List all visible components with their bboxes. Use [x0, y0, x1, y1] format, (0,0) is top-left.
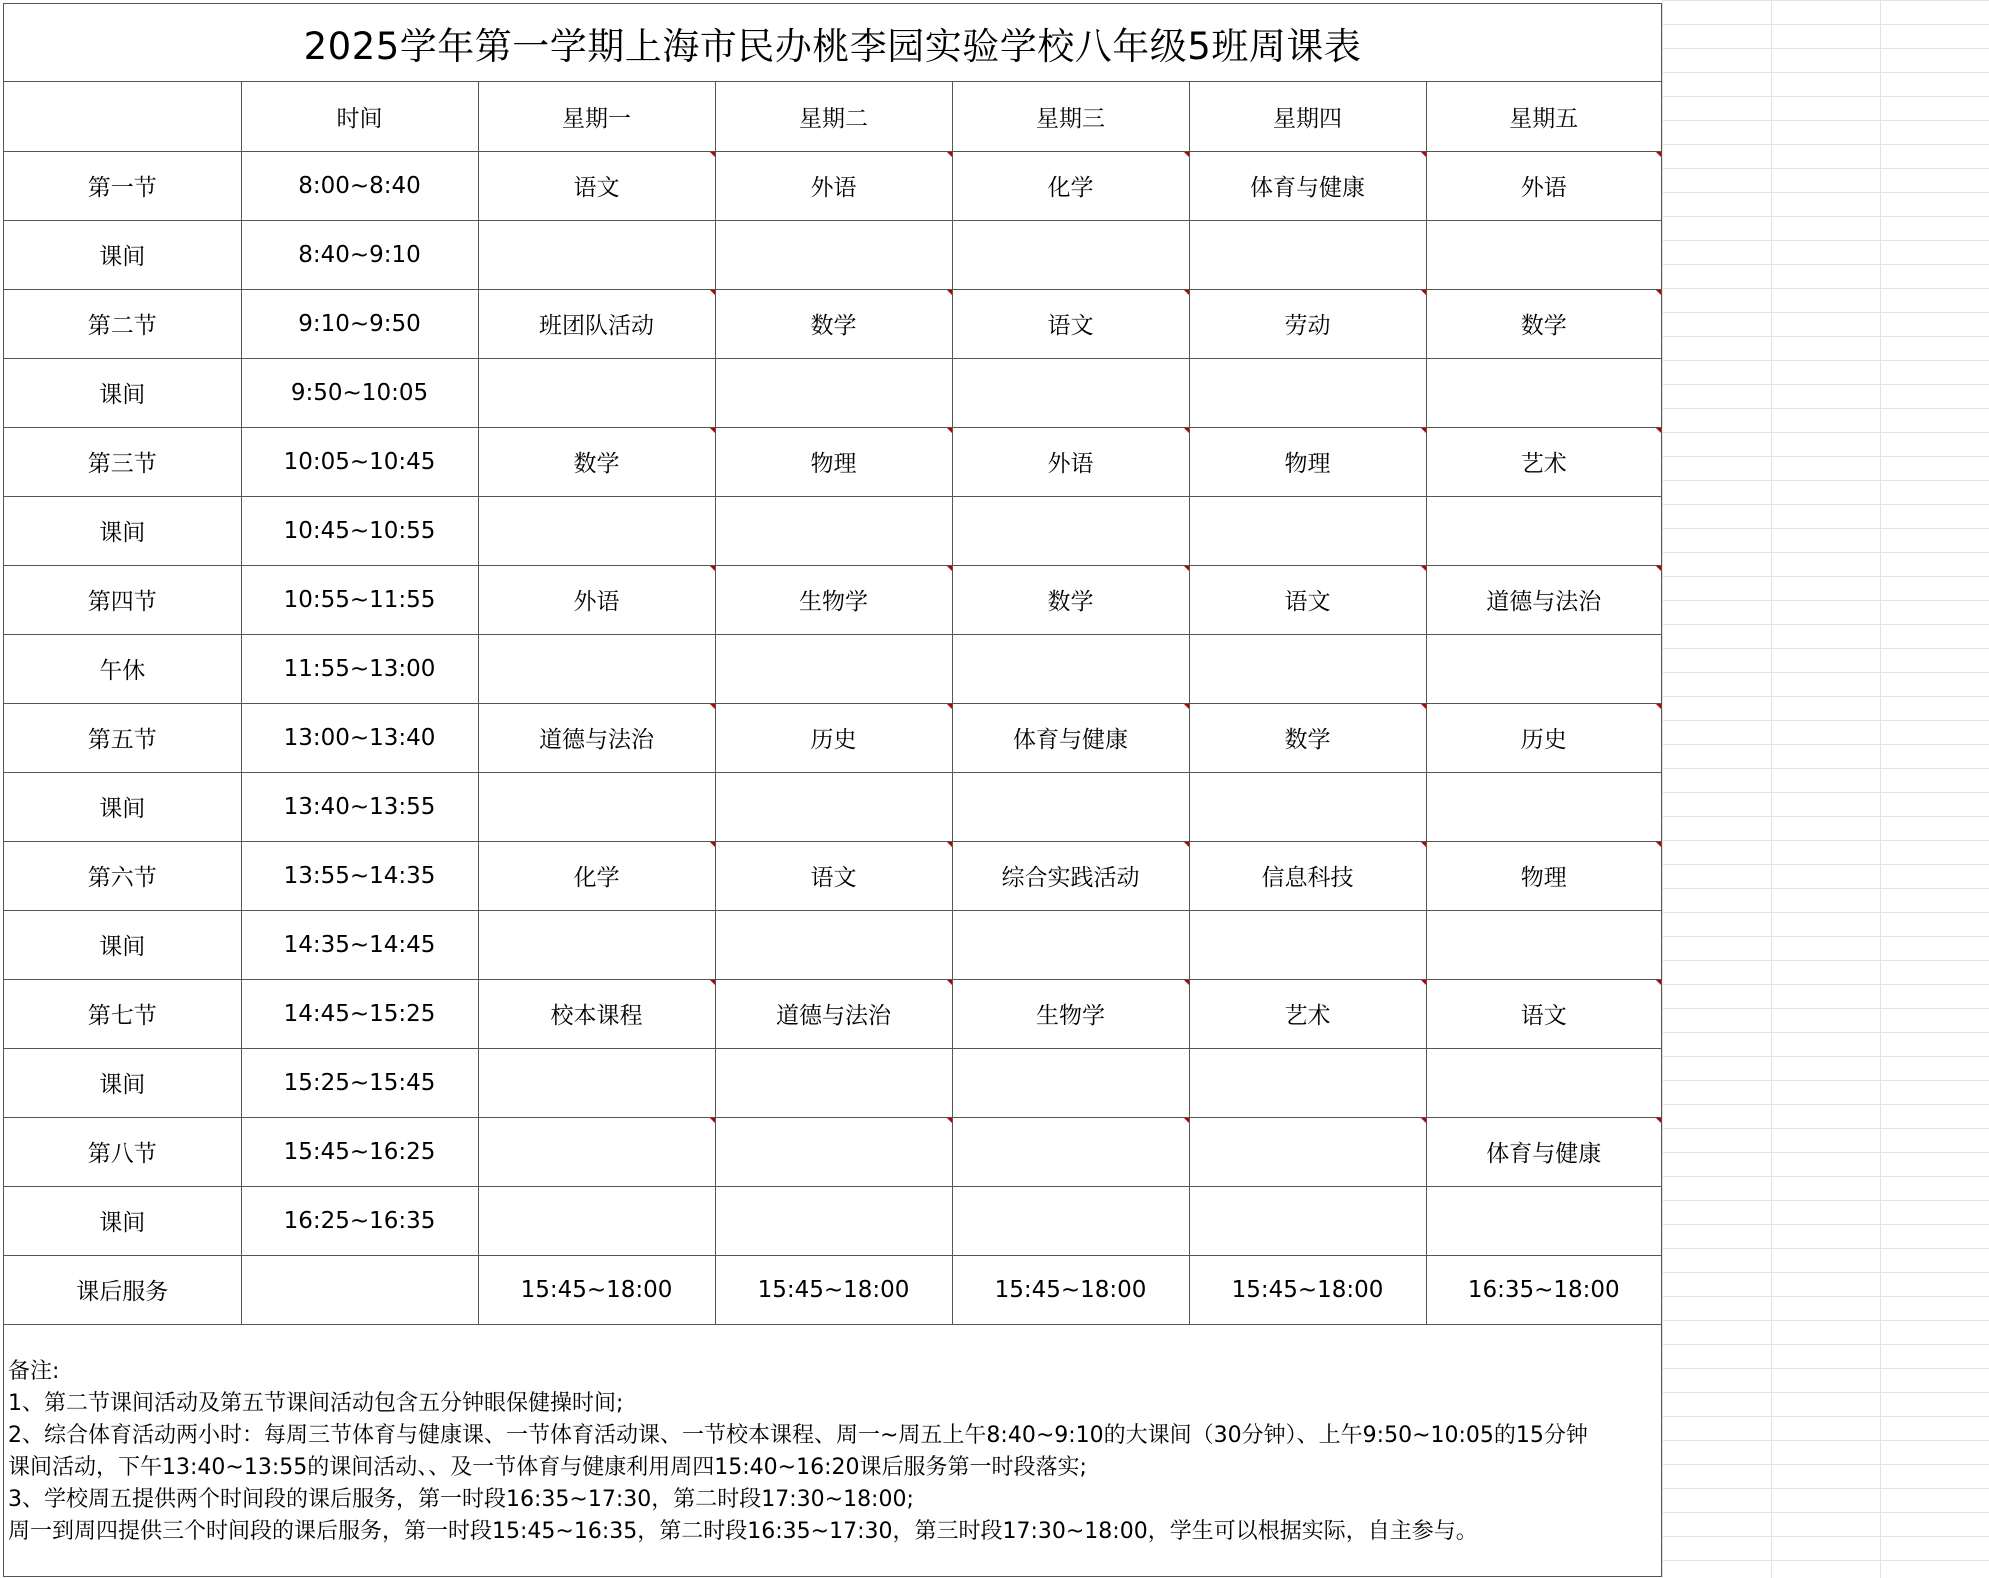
subject-cell[interactable] [715, 910, 952, 979]
subject-cell[interactable] [1426, 772, 1661, 841]
subject-cell[interactable] [1426, 910, 1661, 979]
subject-cell[interactable]: 校本课程 [478, 979, 715, 1048]
subject-cell[interactable] [478, 634, 715, 703]
time-cell[interactable] [241, 1255, 478, 1324]
time-cell[interactable]: 14:45~15:25 [241, 979, 478, 1048]
subject-cell[interactable] [1189, 1048, 1426, 1117]
subject-cell[interactable] [478, 1117, 715, 1186]
subject-cell[interactable] [478, 772, 715, 841]
period-label-cell[interactable]: 第八节 [4, 1117, 241, 1186]
subject-cell[interactable]: 道德与法治 [715, 979, 952, 1048]
subject-cell[interactable] [1189, 358, 1426, 427]
period-label-cell[interactable]: 课后服务 [4, 1255, 241, 1324]
subject-cell[interactable] [1189, 910, 1426, 979]
note-line: 课间活动，下午13:40~13:55的课间活动、、及一节体育与健康利用周四15:40~16:20课后服务第一时段落实; [8, 1455, 1087, 1480]
subject-cell[interactable]: 历史 [715, 703, 952, 772]
time-cell[interactable]: 11:55~13:00 [241, 634, 478, 703]
time-cell[interactable]: 16:25~16:35 [241, 1186, 478, 1255]
subject-cell[interactable] [1189, 772, 1426, 841]
time-cell[interactable]: 10:05~10:45 [241, 427, 478, 496]
subject-cell[interactable] [715, 634, 952, 703]
subject-cell[interactable] [1426, 1048, 1661, 1117]
time-cell[interactable]: 13:55~14:35 [241, 841, 478, 910]
header-day-cell[interactable]: 星期二 [715, 82, 952, 151]
subject-cell[interactable] [715, 358, 952, 427]
time-cell[interactable]: 10:55~11:55 [241, 565, 478, 634]
subject-cell[interactable]: 语文 [1189, 565, 1426, 634]
period-label-cell[interactable]: 课间 [4, 496, 241, 565]
period-label-cell[interactable]: 第六节 [4, 841, 241, 910]
subject-cell[interactable] [715, 1186, 952, 1255]
subject-cell[interactable] [478, 358, 715, 427]
subject-cell[interactable] [1426, 220, 1661, 289]
subject-cell[interactable]: 道德与法治 [478, 703, 715, 772]
schedule-row [4, 703, 1661, 772]
period-label-cell[interactable]: 第四节 [4, 565, 241, 634]
subject-cell[interactable]: 数学 [1189, 703, 1426, 772]
schedule-row [4, 1186, 1661, 1255]
subject-cell[interactable] [1189, 220, 1426, 289]
subject-cell[interactable] [1189, 1117, 1426, 1186]
schedule-row [4, 358, 1661, 427]
subject-cell[interactable] [952, 496, 1189, 565]
period-label-cell[interactable]: 午休 [4, 634, 241, 703]
subject-cell[interactable] [1426, 634, 1661, 703]
subject-cell[interactable]: 15:45~18:00 [478, 1255, 715, 1324]
subject-cell[interactable]: 数学 [715, 289, 952, 358]
subject-cell[interactable] [715, 772, 952, 841]
subject-cell[interactable] [715, 496, 952, 565]
note-line: 3、学校周五提供两个时间段的课后服务，第一时段16:35~17:30，第二时段17:30~18:00; [8, 1487, 914, 1512]
schedule-row [4, 289, 1661, 358]
notes-section [4, 1353, 1661, 1551]
schedule-body [4, 82, 1661, 1324]
header-row [4, 82, 1661, 151]
schedule-row [4, 979, 1661, 1048]
period-label-cell[interactable]: 第五节 [4, 703, 241, 772]
subject-cell[interactable] [715, 1117, 952, 1186]
subject-cell[interactable] [715, 220, 952, 289]
subject-cell[interactable] [952, 634, 1189, 703]
schedule-row [4, 151, 1661, 220]
subject-cell[interactable] [478, 496, 715, 565]
period-label-cell[interactable]: 课间 [4, 910, 241, 979]
schedule-row [4, 1117, 1661, 1186]
subject-cell[interactable] [952, 358, 1189, 427]
schedule-row [4, 841, 1661, 910]
period-label-cell[interactable]: 课间 [4, 358, 241, 427]
subject-cell[interactable] [1189, 1186, 1426, 1255]
subject-cell[interactable] [952, 1048, 1189, 1117]
subject-cell[interactable]: 语文 [1426, 979, 1661, 1048]
spreadsheet-grid [1662, 0, 1989, 1578]
subject-cell[interactable]: 数学 [952, 565, 1189, 634]
header-day-cell[interactable]: 星期一 [478, 82, 715, 151]
schedule-row [4, 427, 1661, 496]
time-cell[interactable]: 15:25~15:45 [241, 1048, 478, 1117]
schedule-row [4, 910, 1661, 979]
period-label-cell[interactable]: 第七节 [4, 979, 241, 1048]
subject-cell[interactable] [952, 1186, 1189, 1255]
subject-cell[interactable] [478, 1048, 715, 1117]
subject-cell[interactable] [478, 220, 715, 289]
subject-cell[interactable] [715, 1048, 952, 1117]
subject-cell[interactable] [1426, 496, 1661, 565]
subject-cell[interactable] [478, 1186, 715, 1255]
subject-cell[interactable]: 语文 [478, 151, 715, 220]
schedule-row [4, 220, 1661, 289]
time-cell[interactable]: 13:00~13:40 [241, 703, 478, 772]
subject-cell[interactable]: 物理 [1189, 427, 1426, 496]
period-label-cell[interactable]: 课间 [4, 220, 241, 289]
subject-cell[interactable]: 外语 [1426, 151, 1661, 220]
subject-cell[interactable] [1426, 358, 1661, 427]
time-cell[interactable]: 15:45~16:25 [241, 1117, 478, 1186]
subject-cell[interactable]: 化学 [952, 151, 1189, 220]
subject-cell[interactable] [478, 910, 715, 979]
subject-cell[interactable] [1426, 1186, 1661, 1255]
time-cell[interactable]: 9:10~9:50 [241, 289, 478, 358]
period-label-cell[interactable]: 第三节 [4, 427, 241, 496]
schedule-row [4, 1048, 1661, 1117]
subject-cell[interactable] [1189, 496, 1426, 565]
subject-cell[interactable]: 15:45~18:00 [952, 1255, 1189, 1324]
note-line: 2、综合体育活动两小时：每周三节体育与健康课、一节体育活动课、一节校本课程、周一~周五上午8:40~9:10的大课间（30分钟）、上午9:50~10:05的15分钟 [8, 1423, 1588, 1448]
subject-cell[interactable]: 综合实践活动 [952, 841, 1189, 910]
period-label-cell[interactable]: 第二节 [4, 289, 241, 358]
subject-cell[interactable]: 道德与法治 [1426, 565, 1661, 634]
subject-cell[interactable]: 物理 [715, 427, 952, 496]
page-title: 2025学年第一学期上海市民办桃李园实验学校八年级5班周课表 [4, 4, 1661, 82]
subject-cell[interactable]: 15:45~18:00 [715, 1255, 952, 1324]
period-label-cell[interactable]: 第一节 [4, 151, 241, 220]
time-cell[interactable]: 13:40~13:55 [241, 772, 478, 841]
schedule-table [4, 82, 1661, 1325]
subject-cell[interactable]: 体育与健康 [952, 703, 1189, 772]
subject-cell[interactable]: 外语 [715, 151, 952, 220]
timetable-sheet [3, 3, 1662, 1577]
subject-cell[interactable]: 15:45~18:00 [1189, 1255, 1426, 1324]
header-day-cell[interactable]: 星期四 [1189, 82, 1426, 151]
subject-cell[interactable]: 语文 [715, 841, 952, 910]
time-cell[interactable]: 10:45~10:55 [241, 496, 478, 565]
subject-cell[interactable]: 体育与健康 [1189, 151, 1426, 220]
subject-cell[interactable] [952, 220, 1189, 289]
subject-cell[interactable]: 生物学 [715, 565, 952, 634]
period-label-cell[interactable]: 课间 [4, 772, 241, 841]
schedule-row [4, 496, 1661, 565]
subject-cell[interactable]: 化学 [478, 841, 715, 910]
note-line: 1、第二节课间活动及第五节课间活动包含五分钟眼保健操时间; [8, 1391, 624, 1416]
subject-cell[interactable]: 物理 [1426, 841, 1661, 910]
subject-cell[interactable]: 班团队活动 [478, 289, 715, 358]
time-cell[interactable]: 8:00~8:40 [241, 151, 478, 220]
subject-cell[interactable]: 生物学 [952, 979, 1189, 1048]
header-day-cell[interactable]: 星期三 [952, 82, 1189, 151]
subject-cell[interactable]: 外语 [478, 565, 715, 634]
subject-cell[interactable]: 16:35~18:00 [1426, 1255, 1661, 1324]
time-cell[interactable]: 8:40~9:10 [241, 220, 478, 289]
period-label-cell[interactable]: 课间 [4, 1186, 241, 1255]
subject-cell[interactable]: 语文 [952, 289, 1189, 358]
time-cell[interactable]: 14:35~14:45 [241, 910, 478, 979]
subject-cell[interactable]: 历史 [1426, 703, 1661, 772]
subject-cell[interactable] [952, 1117, 1189, 1186]
subject-cell[interactable]: 数学 [1426, 289, 1661, 358]
subject-cell[interactable]: 体育与健康 [1426, 1117, 1661, 1186]
time-cell[interactable]: 9:50~10:05 [241, 358, 478, 427]
subject-cell[interactable]: 外语 [952, 427, 1189, 496]
schedule-row [4, 772, 1661, 841]
subject-cell[interactable] [1189, 634, 1426, 703]
note-line: 周一到周四提供三个时间段的课后服务，第一时段15:45~16:35，第二时段16:35~17:30，第三时段17:30~18:00，学生可以根据实际，自主参与。 [8, 1519, 1478, 1544]
subject-cell[interactable] [952, 910, 1189, 979]
notes-heading: 备注: [8, 1359, 60, 1384]
schedule-row [4, 1255, 1661, 1324]
subject-cell[interactable] [952, 772, 1189, 841]
header-day-cell[interactable]: 星期五 [1426, 82, 1661, 151]
subject-cell[interactable]: 信息科技 [1189, 841, 1426, 910]
schedule-row [4, 634, 1661, 703]
subject-cell[interactable]: 劳动 [1189, 289, 1426, 358]
header-time-cell[interactable]: 时间 [241, 82, 478, 151]
subject-cell[interactable]: 艺术 [1189, 979, 1426, 1048]
subject-cell[interactable]: 艺术 [1426, 427, 1661, 496]
header-blank-cell[interactable] [4, 82, 241, 151]
period-label-cell[interactable]: 课间 [4, 1048, 241, 1117]
subject-cell[interactable]: 数学 [478, 427, 715, 496]
schedule-row [4, 565, 1661, 634]
